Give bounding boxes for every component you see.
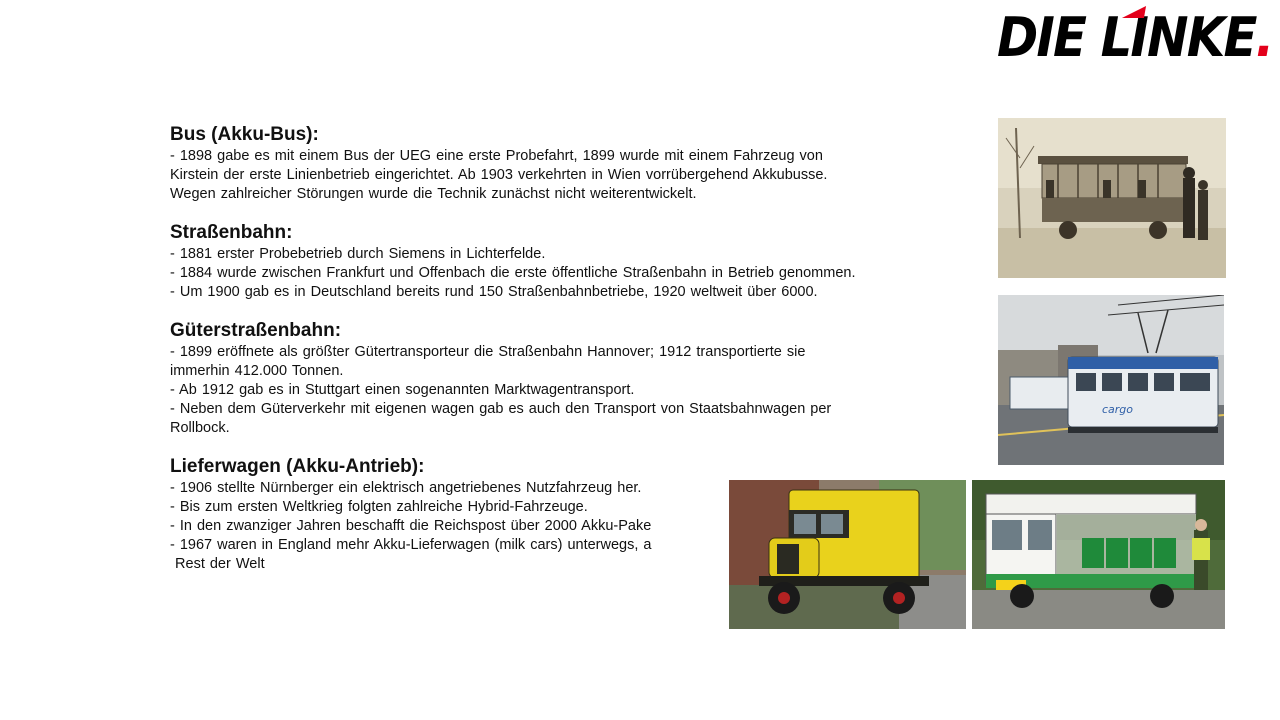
text-line: - Bis zum ersten Weltkrieg folgten zahlreiche Hybrid-Fahrzeuge. [170,499,588,515]
text-line: - Neben dem Güterverkehr mit eigenen wagen gab es auch den Transport von Staatsbahnwagen per [170,401,832,417]
section-heading: Lieferwagen (Akku-Antrieb): [170,456,425,477]
text-line: - Ab 1912 gab es in Stuttgart einen sogenannten Marktwagentransport. [170,382,635,398]
milk-float-photo [972,480,1225,629]
section-strassenbahn [170,222,980,302]
text-line: - 1967 waren in England mehr Akku-Lieferwagen (milk cars) unterwegs, a [170,537,652,553]
section-akku-bus [170,124,980,204]
text-line: Wegen zahlreicher Störungen wurde die Technik zunächst nicht weiterentwickelt. [170,186,697,202]
text-line: - 1899 eröffnete als größter Gütertransporteur die Straßenbahn Hannover; 1912 transportierte sie [170,344,806,360]
yellow-post-van-photo [729,480,966,629]
text-line: - In den zwanziger Jahren beschafft die Reichspost über 2000 Akku-Pake [170,518,652,534]
text-line: immerhin 412.000 Tonnen. [170,363,344,379]
text-line: Rollbock. [170,420,230,436]
text-line: - 1884 wurde zwischen Frankfurt und Offenbach die erste öffentliche Straßenbahn in Betrieb genommen. [170,265,856,281]
text-line: - 1906 stellte Nürnberger ein elektrisch angetriebenes Nutzfahrzeug her. [170,480,642,496]
logo-red-mark-icon [1122,6,1146,18]
die-linke-logo [997,6,1273,69]
historic-tram-photo [998,118,1226,278]
text-line: Rest der Welt [170,556,265,572]
text-line: - Um 1900 gab es in Deutschland bereits rund 150 Straßenbahnbetriebe, 1920 weltweit über 6000. [170,284,818,300]
text-line: Kirstein der erste Linienbetrieb eingerichtet. Ab 1903 verkehrten in Wien vorrübergehend Akkubusse. [170,167,828,183]
logo-text: DIE LINKE. [997,6,1273,69]
logo-dot: . [1255,6,1273,69]
section-gueterstrassenbahn [170,320,980,438]
cargo-label: cargo [1102,403,1134,416]
text-line: - 1881 erster Probebetrieb durch Siemens in Lichterfelde. [170,246,546,262]
section-heading: Straßenbahn: [170,222,293,243]
section-heading: Bus (Akku-Bus): [170,124,319,145]
section-heading: Güterstraßenbahn: [170,320,342,341]
text-line: - 1898 gabe es mit einem Bus der UEG eine erste Probefahrt, 1899 wurde mit einem Fahrzeug von [170,148,823,164]
cargo-tram-photo [998,295,1224,465]
